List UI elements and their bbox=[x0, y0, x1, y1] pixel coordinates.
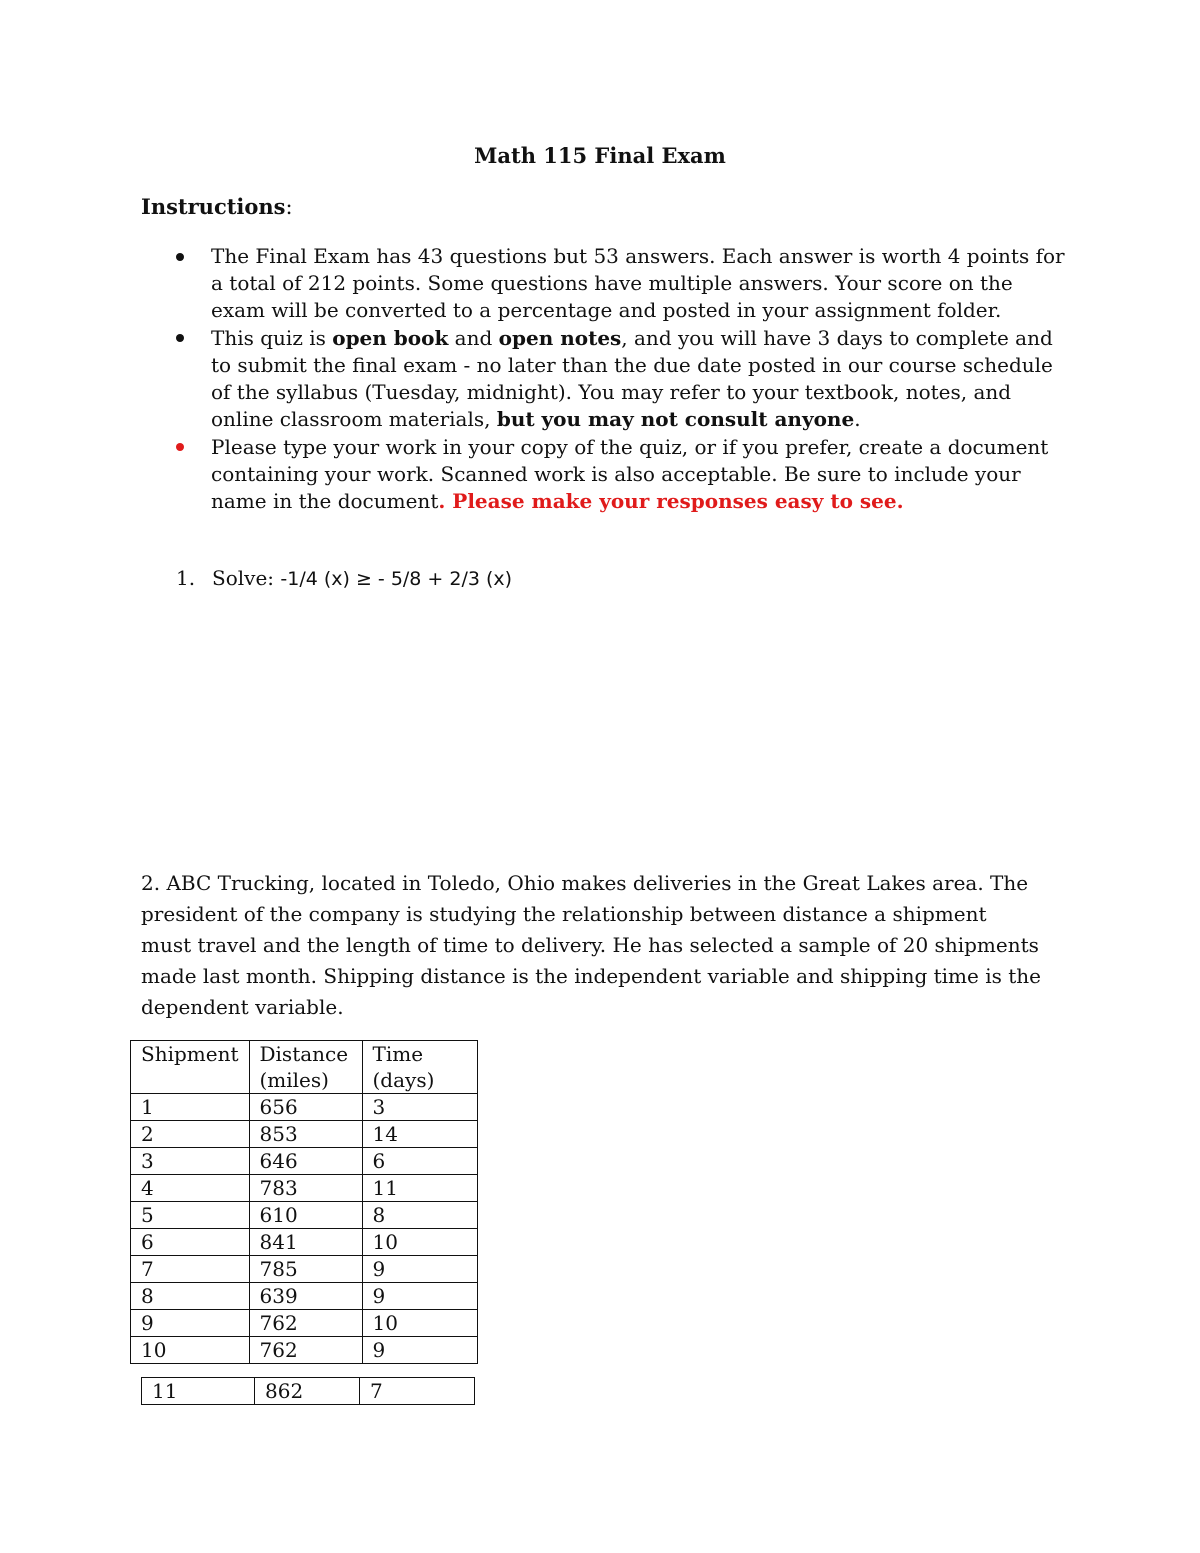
header-time-line-1: Time bbox=[372, 1042, 424, 1066]
instruction-text: . bbox=[854, 407, 861, 431]
table-cell: 8 bbox=[362, 1202, 477, 1229]
question-expression: -1/4 (x) ≥ - 5/8 + 2/3 (x) bbox=[280, 568, 513, 590]
question-label: Solve: bbox=[212, 566, 281, 590]
table-cell: 853 bbox=[249, 1121, 362, 1148]
table-row bbox=[131, 1256, 478, 1283]
table-cell: 6 bbox=[362, 1148, 477, 1175]
table-cell: 7 bbox=[131, 1256, 250, 1283]
table-row bbox=[142, 1378, 475, 1405]
table-header-row bbox=[131, 1041, 478, 1094]
table-cell: 3 bbox=[131, 1148, 250, 1175]
table-cell: 656 bbox=[249, 1094, 362, 1121]
table-cell: 783 bbox=[249, 1175, 362, 1202]
table-cell: 14 bbox=[362, 1121, 477, 1148]
table-cell: 10 bbox=[362, 1310, 477, 1337]
instructions-heading-colon: : bbox=[285, 195, 293, 219]
header-time bbox=[362, 1041, 477, 1094]
table-cell: 639 bbox=[249, 1283, 362, 1310]
table-cell: 646 bbox=[249, 1148, 362, 1175]
table-cell: 1 bbox=[131, 1094, 250, 1121]
table-cell: 762 bbox=[249, 1310, 362, 1337]
table-row bbox=[131, 1310, 478, 1337]
table-cell: 8 bbox=[131, 1283, 250, 1310]
header-distance-line-1: Distance bbox=[259, 1042, 349, 1066]
shipment-table-continued bbox=[141, 1377, 475, 1405]
header-distance-line-2: (miles) bbox=[259, 1068, 329, 1092]
table-row bbox=[131, 1229, 478, 1256]
table-cell: 862 bbox=[255, 1378, 360, 1405]
table-cell: 2 bbox=[131, 1121, 250, 1148]
table-row bbox=[131, 1121, 478, 1148]
table-cell: 11 bbox=[142, 1378, 255, 1405]
instruction-text: Please type your work in your copy of the quiz, or if you prefer, create a document containing your work. Scanned work is also acceptable. Be sure to include your name in the document bbox=[211, 435, 1049, 513]
instruction-bold: but you may not consult anyone bbox=[496, 407, 855, 431]
instruction-bold: open notes bbox=[498, 326, 622, 350]
table-row bbox=[131, 1337, 478, 1364]
instruction-bold: open book bbox=[332, 326, 449, 350]
bullet-dot-icon bbox=[176, 253, 184, 261]
table-cell: 785 bbox=[249, 1256, 362, 1283]
header-shipment bbox=[131, 1041, 250, 1094]
table-row bbox=[131, 1283, 478, 1310]
table-cell: 7 bbox=[360, 1378, 475, 1405]
question-number: 1. bbox=[176, 566, 196, 590]
table-cell: 9 bbox=[362, 1337, 477, 1364]
table-row bbox=[131, 1175, 478, 1202]
header-time-line-2: (days) bbox=[372, 1068, 435, 1092]
table-cell: 9 bbox=[362, 1256, 477, 1283]
table-cell: 841 bbox=[249, 1229, 362, 1256]
header-shipment-label: Shipment bbox=[141, 1042, 239, 1066]
instructions-heading-label: Instructions bbox=[141, 194, 286, 219]
table-cell: 9 bbox=[131, 1310, 250, 1337]
page-title: Math 115 Final Exam bbox=[474, 143, 726, 168]
table-cell: 5 bbox=[131, 1202, 250, 1229]
question-1 bbox=[176, 566, 512, 590]
bullet-dot-icon bbox=[176, 334, 184, 342]
instruction-highlight: . Please make your responses easy to see. bbox=[438, 489, 904, 513]
instruction-text: This quiz is bbox=[211, 326, 333, 350]
table-cell: 11 bbox=[362, 1175, 477, 1202]
table-cell: 4 bbox=[131, 1175, 250, 1202]
header-distance bbox=[249, 1041, 362, 1094]
instruction-text: , and you will have 3 days to complete and to submit the final exam - no later than the due date posted in our course schedule of the syllabus (Tuesday, midnight). You may refer to your textbook, notes, and online classroom materials, bbox=[211, 326, 1053, 431]
instruction-text: and bbox=[448, 326, 499, 350]
instruction-item-1: The Final Exam has 43 questions but 53 answers. Each answer is worth 4 points for a total of 212 points. Some questions have multiple answers. Your score on the exam will be converted to a percentage and posted in your assignment folder. bbox=[211, 244, 1065, 322]
instructions-heading bbox=[141, 194, 293, 219]
table-cell: 610 bbox=[249, 1202, 362, 1229]
question-2: 2. ABC Trucking, located in Toledo, Ohio makes deliveries in the Great Lakes area. The president of the company is studying the relationship between distance a shipment must travel and the length of time to delivery. He has selected a sample of 20 shipments made last month. Shipping distance is the independent variable and shipping time is the dependent variable. bbox=[141, 871, 1041, 1019]
instruction-item-2 bbox=[211, 325, 1071, 433]
table-row bbox=[131, 1202, 478, 1229]
table-cell: 9 bbox=[362, 1283, 477, 1310]
table-cell: 10 bbox=[362, 1229, 477, 1256]
table-cell: 762 bbox=[249, 1337, 362, 1364]
instruction-item-3 bbox=[211, 434, 1071, 515]
table-row bbox=[131, 1094, 478, 1121]
table-cell: 3 bbox=[362, 1094, 477, 1121]
red-bullet-dot-icon bbox=[176, 443, 184, 451]
shipment-table bbox=[130, 1040, 478, 1364]
table-cell: 10 bbox=[131, 1337, 250, 1364]
table-cell: 6 bbox=[131, 1229, 250, 1256]
table-row bbox=[131, 1148, 478, 1175]
